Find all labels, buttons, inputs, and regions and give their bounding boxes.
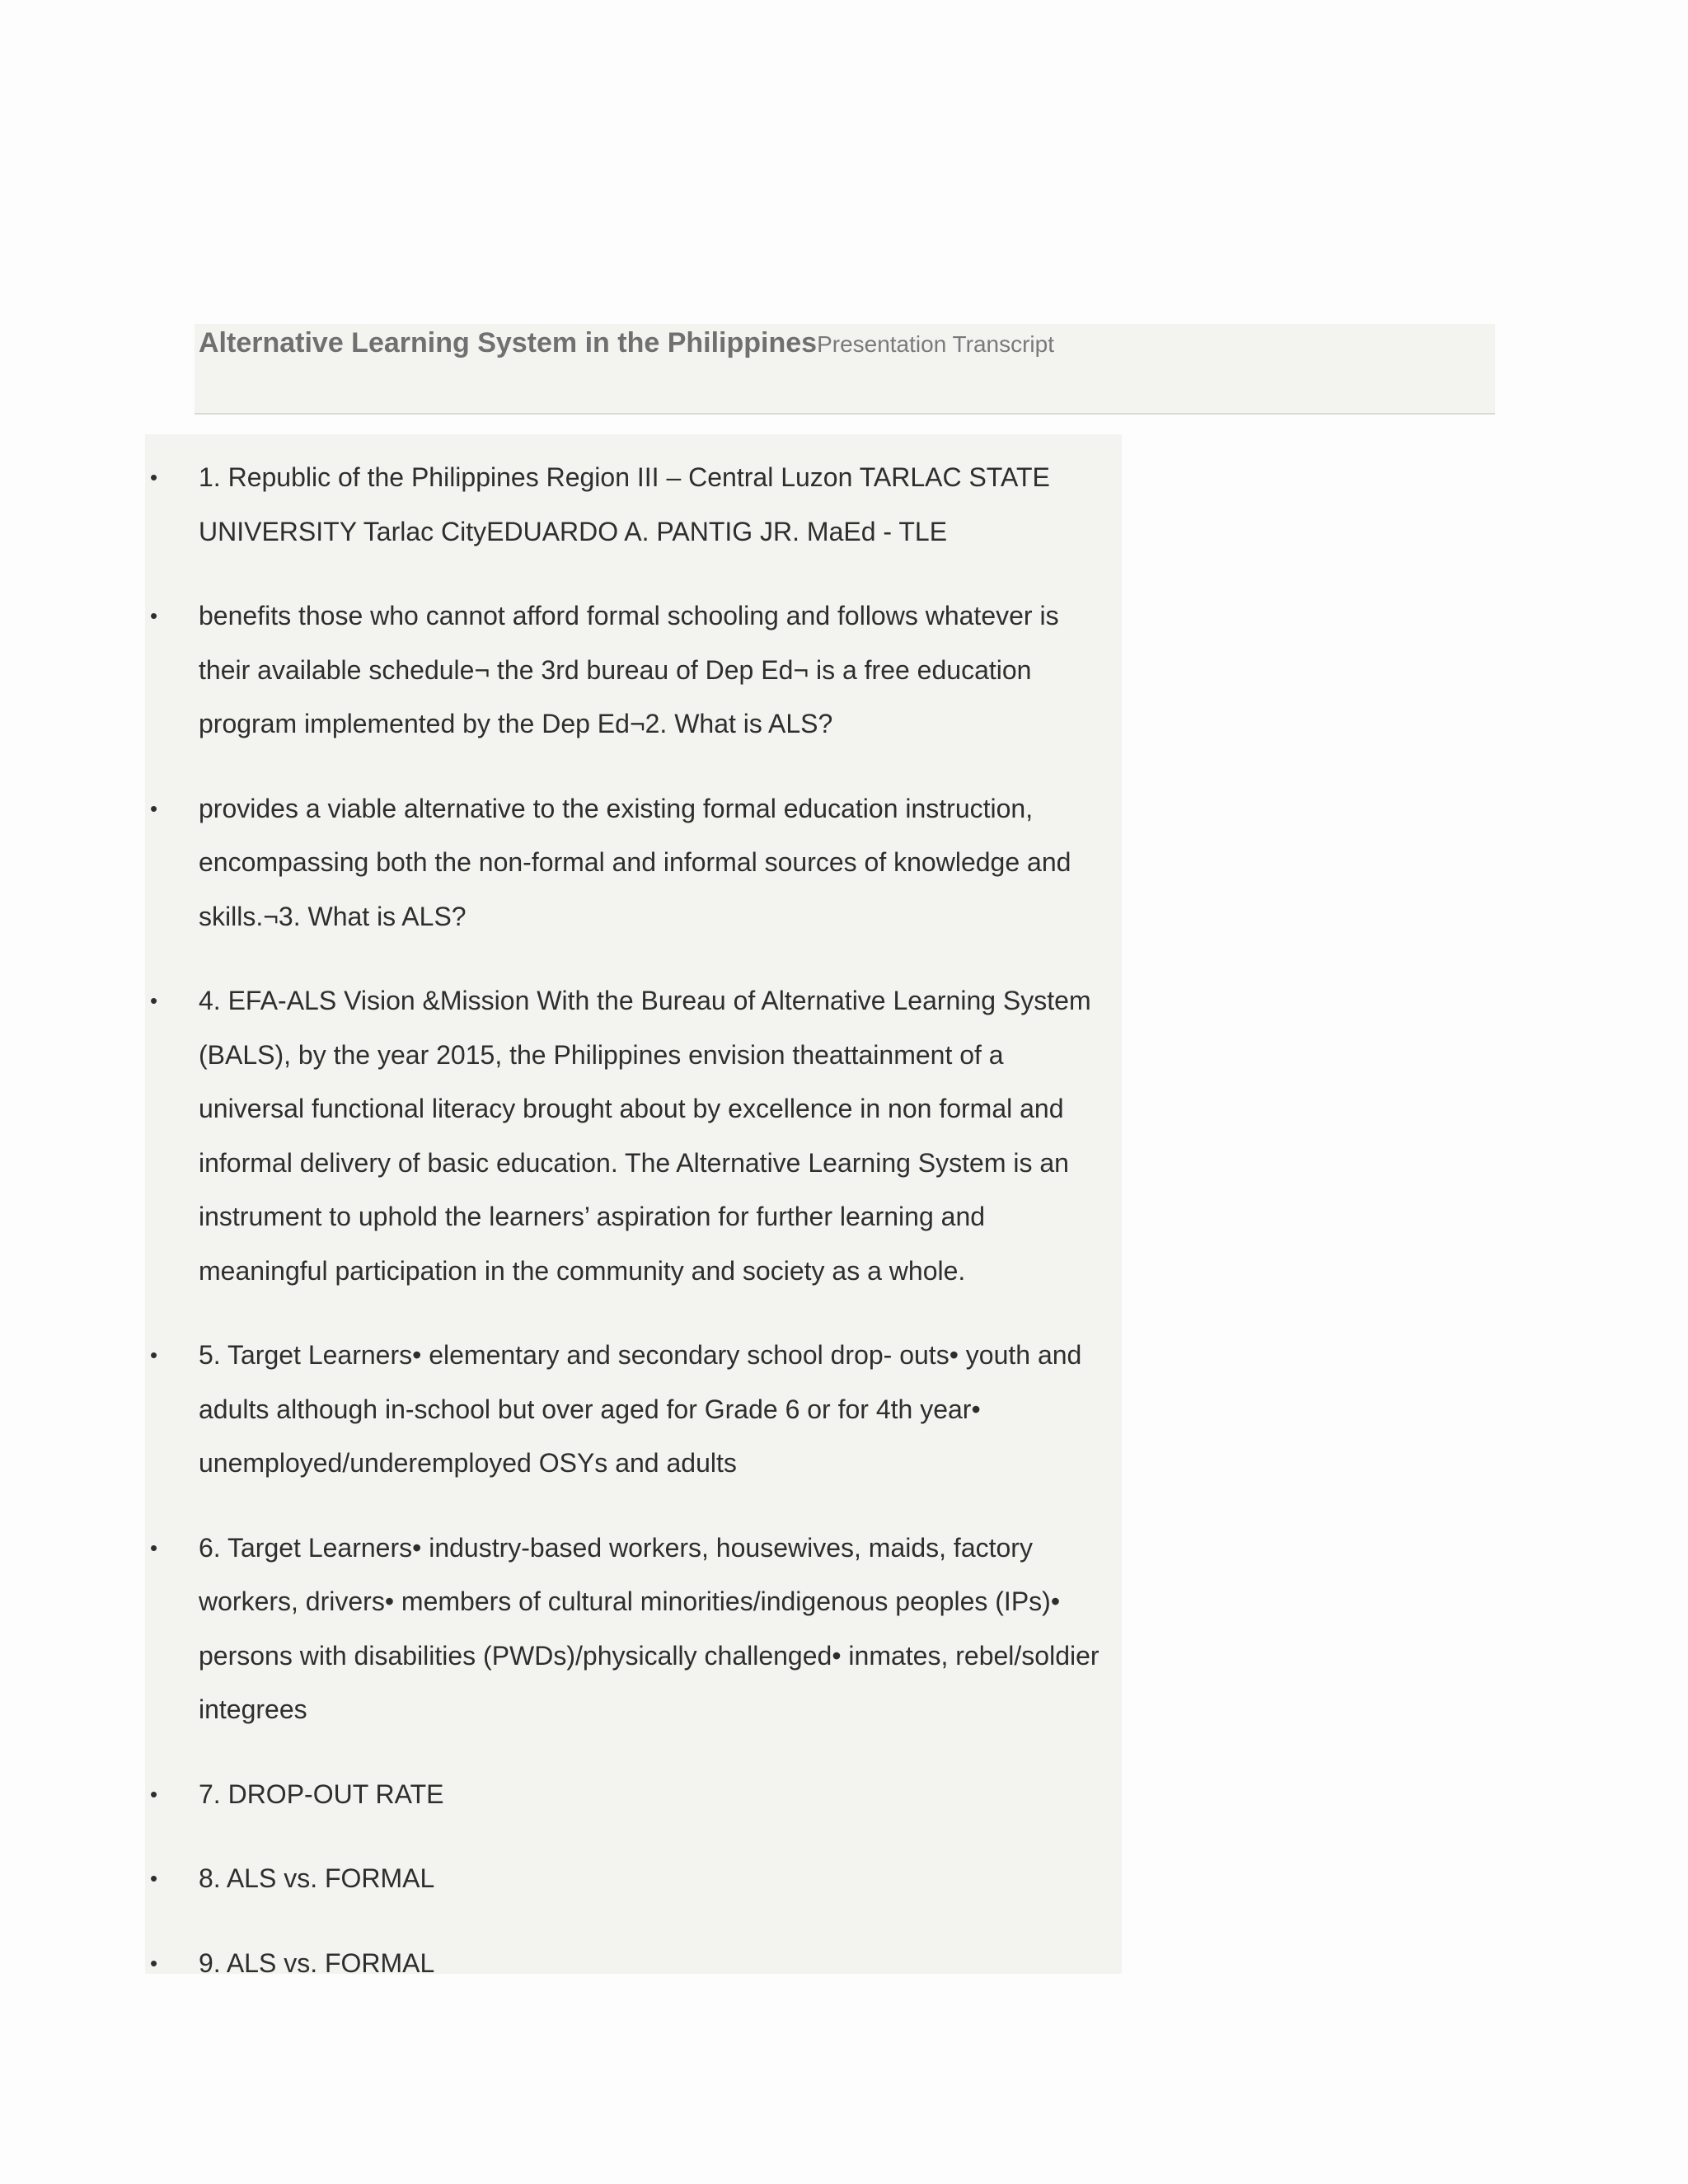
slide-item: [145, 974, 1122, 1298]
transcript-header: [195, 324, 1495, 415]
slide-item: [145, 1852, 1122, 1906]
slide-item: [145, 589, 1122, 752]
header-line: [199, 324, 1054, 368]
slide-item: [145, 1937, 1122, 1991]
slide-text: benefits those who cannot afford formal schooling and follows whatever is their available schedule¬ the 3rd bureau of Dep Ed¬ is a free education program implemented by the Dep Ed¬2. What is ALS?: [199, 601, 1059, 738]
bullet-icon: •: [150, 795, 158, 821]
slide-item: [145, 1329, 1122, 1491]
slide-text: 5. Target Learners• elementary and secondary school drop- outs• youth and adults although in-school but over aged for Grade 6 or for 4th year• unemployed/underemployed OSYs and adults: [199, 1340, 1082, 1478]
slide-text: 6. Target Learners• industry-based workers, housewives, maids, factory workers, drivers• members of cultural minorities/indigenous peoples (IPs)• persons with disabilities (PWDs)/physically challenged• inmates, rebel/soldier integrees: [199, 1532, 1100, 1724]
slide-text: 7. DROP-OUT RATE: [199, 1779, 444, 1809]
bullet-icon: •: [150, 1950, 158, 1975]
document-subtitle: Presentation Transcript: [817, 331, 1054, 357]
bullet-icon: •: [150, 1343, 158, 1367]
bullet-icon: •: [150, 1535, 158, 1560]
slide-list: [145, 451, 1122, 2021]
slide-item: [145, 782, 1122, 944]
slide-item: [145, 1768, 1122, 1822]
transcript-content: [145, 434, 1122, 1978]
bullet-icon: •: [150, 1781, 158, 1807]
slide-item: [145, 451, 1122, 559]
slide-text: 8. ALS vs. FORMAL: [199, 1863, 435, 1893]
bullet-icon: •: [150, 988, 158, 1013]
slide-item: [145, 1521, 1122, 1737]
slide-text: 4. EFA-ALS Vision &Mission With the Bureau of Alternative Learning System (BALS), by the year 2015, the Philippines envision theattainment of a universal functional literacy brought about by excellence in non formal and informal delivery of basic education. The Alternative Learning System is an instrument to uphold the learners’ aspiration for further learning and meaningful participation in the community and society as a whole.: [199, 986, 1091, 1286]
slide-text: provides a viable alternative to the existing formal education instruction, encompassing both the non-formal and informal sources of knowledge and skills.¬3. What is ALS?: [199, 793, 1071, 931]
bullet-icon: •: [150, 465, 158, 490]
slide-text: 1. Republic of the Philippines Region III – Central Luzon TARLAC STATE UNIVERSITY Tarlac CityEDUARDO A. PANTIG JR. MaEd - TLE: [199, 462, 1050, 546]
bullet-icon: •: [150, 1866, 158, 1891]
document-title: Alternative Learning System in the Philippines: [199, 327, 818, 359]
slide-text: 9. ALS vs. FORMAL: [199, 1947, 435, 1978]
bullet-icon: •: [150, 603, 158, 628]
